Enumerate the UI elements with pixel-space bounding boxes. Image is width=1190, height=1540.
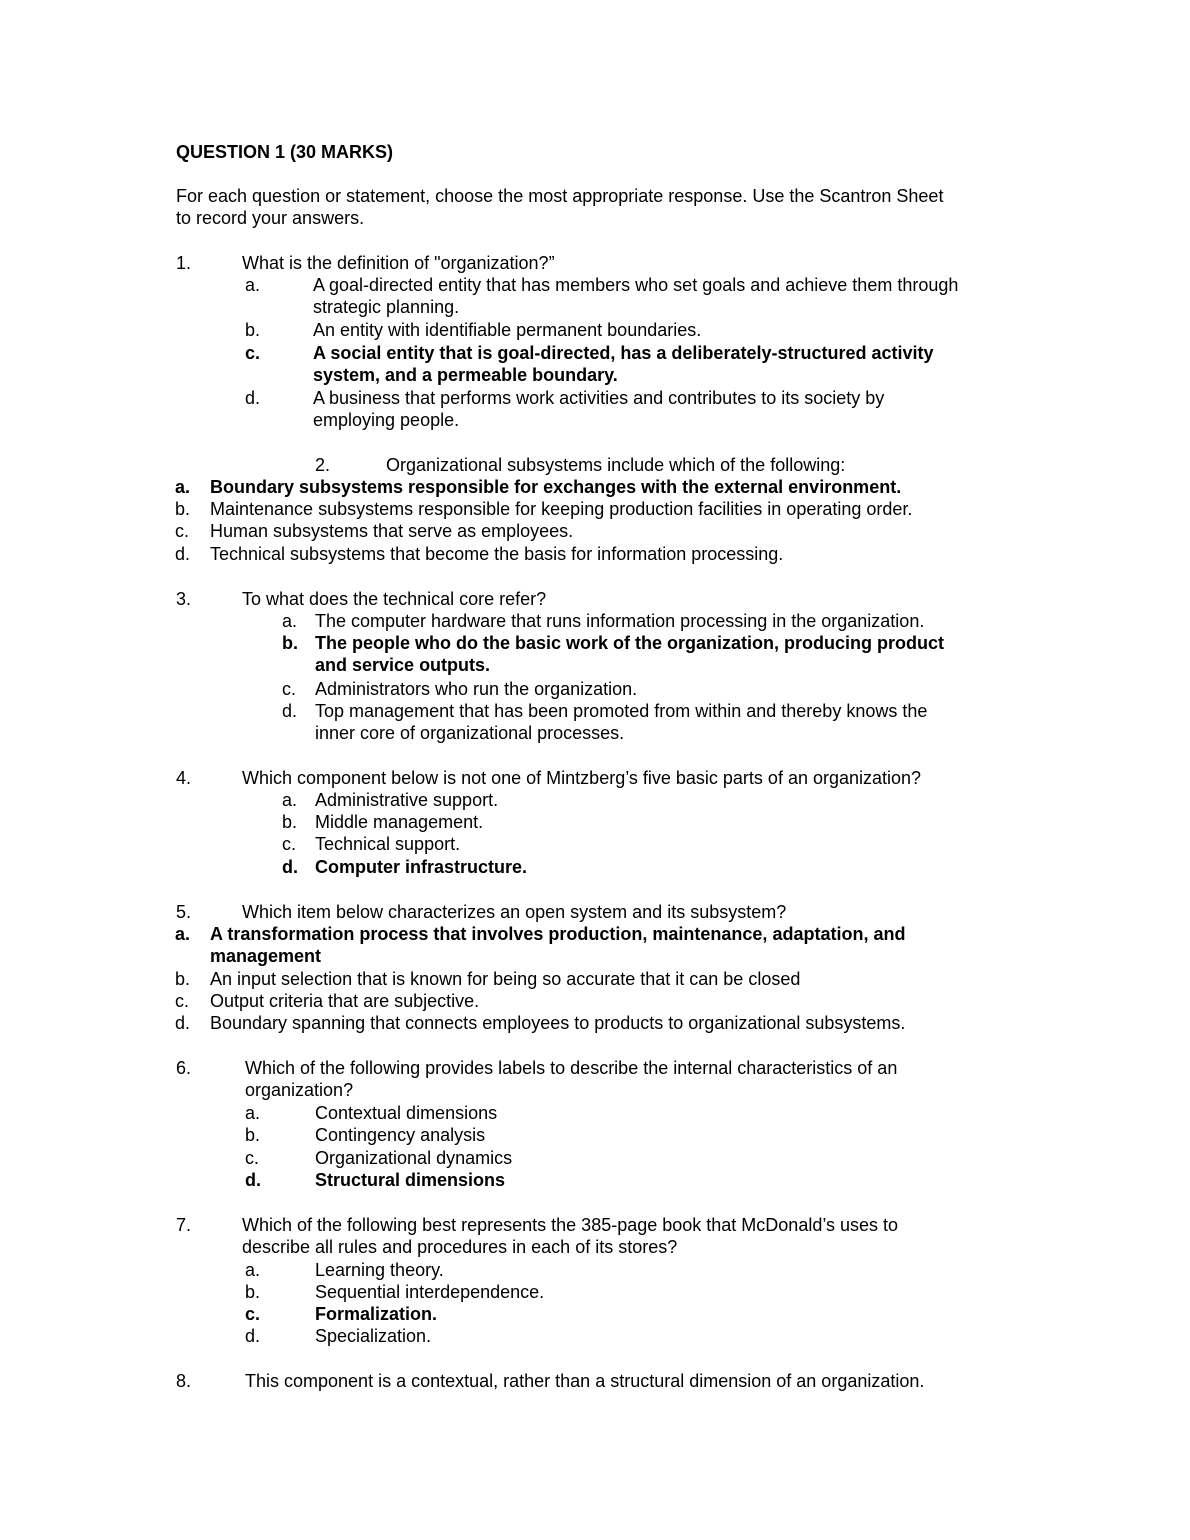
question-3-option-letter: c. [282, 679, 297, 699]
question-3-option-letter: a. [282, 611, 298, 631]
question-3-option-text: The people who do the basic work of the organization, producing product [315, 633, 945, 653]
question-2-option-text: Technical subsystems that become the basis for information processing. [210, 544, 784, 564]
page-title: QUESTION 1 (30 MARKS) [176, 142, 394, 162]
question-7-number: 7. [176, 1215, 192, 1235]
question-2-text: Organizational subsystems include which of the following: [386, 455, 846, 475]
question-1-option-text: A business that performs work activities and contributes to its society by [313, 388, 885, 408]
question-2-option-text: Boundary subsystems responsible for exchanges with the external environment. [210, 477, 902, 497]
instructions-line-1: For each question or statement, choose the most appropriate response. Use the Scantron Sheet [176, 186, 944, 206]
question-6-option-text: Organizational dynamics [315, 1148, 513, 1168]
question-7-text: Which of the following best represents the 385-page book that McDonald’s uses to [242, 1215, 899, 1235]
question-3-option-text: Top management that has been promoted from within and thereby knows the [315, 701, 928, 721]
question-1-option-letter: b. [245, 320, 261, 340]
question-2-option-letter: a. [175, 477, 191, 497]
question-4-option-letter: c. [282, 834, 297, 854]
question-7-option-letter: d. [245, 1326, 261, 1346]
question-5-option-text: Output criteria that are subjective. [210, 991, 480, 1011]
question-3-option-text: Administrators who run the organization. [315, 679, 638, 699]
question-1-number: 1. [176, 253, 192, 273]
question-5-option-text: An input selection that is known for being so accurate that it can be closed [210, 969, 801, 989]
question-4-option-text: Middle management. [315, 812, 484, 832]
question-5-option-letter: d. [175, 1013, 191, 1033]
question-6-text: Which of the following provides labels to describe the internal characteristics of an [245, 1058, 898, 1078]
question-6-option-letter: a. [245, 1103, 261, 1123]
question-6-text: organization? [245, 1080, 354, 1100]
question-5-number: 5. [176, 902, 192, 922]
question-3-option-text: inner core of organizational processes. [315, 723, 625, 743]
question-2-option-letter: c. [175, 521, 190, 541]
question-6-option-letter: d. [245, 1170, 261, 1190]
question-1-text: What is the definition of "organization?” [242, 253, 555, 273]
question-4-option-text: Administrative support. [315, 790, 499, 810]
question-2-option-letter: d. [175, 544, 191, 564]
question-1-option-letter: d. [245, 388, 261, 408]
question-4-option-letter: a. [282, 790, 298, 810]
question-1-option-text: employing people. [313, 410, 460, 430]
question-8-number: 8. [176, 1371, 192, 1391]
question-3-option-letter: d. [282, 701, 298, 721]
question-7-option-text: Sequential interdependence. [315, 1282, 545, 1302]
question-5-option-letter: b. [175, 969, 191, 989]
question-5-option-letter: c. [175, 991, 190, 1011]
question-5-option-text: Boundary spanning that connects employees to products to organizational subsystems. [210, 1013, 906, 1033]
question-7-option-letter: a. [245, 1260, 261, 1280]
question-1-option-text: An entity with identifiable permanent boundaries. [313, 320, 702, 340]
question-5-option-text: management [210, 946, 322, 966]
question-7-text: describe all rules and procedures in each of its stores? [242, 1237, 678, 1257]
question-4-option-text: Technical support. [315, 834, 461, 854]
question-1-option-letter: c. [245, 343, 261, 363]
question-6-number: 6. [176, 1058, 192, 1078]
question-4-option-text: Computer infrastructure. [315, 857, 528, 877]
question-3-text: To what does the technical core refer? [242, 589, 547, 609]
question-3-option-letter: b. [282, 633, 298, 653]
question-4-text: Which component below is not one of Mintzberg’s five basic parts of an organization? [242, 768, 922, 788]
question-7-option-letter: c. [245, 1304, 261, 1324]
question-2-option-text: Human subsystems that serve as employees. [210, 521, 574, 541]
question-5-option-text: A transformation process that involves production, maintenance, adaptation, and [210, 924, 906, 944]
question-2-option-text: Maintenance subsystems responsible for keeping production facilities in operating order. [210, 499, 913, 519]
question-4-option-letter: d. [282, 857, 298, 877]
question-6-option-text: Contextual dimensions [315, 1103, 498, 1123]
question-5-text: Which item below characterizes an open system and its subsystem? [242, 902, 787, 922]
question-1-option-letter: a. [245, 275, 261, 295]
question-7-option-text: Specialization. [315, 1326, 432, 1346]
question-8-text: This component is a contextual, rather than a structural dimension of an organization. [245, 1371, 925, 1391]
question-6-option-text: Structural dimensions [315, 1170, 506, 1190]
question-6-option-letter: b. [245, 1125, 261, 1145]
question-1-option-text: A goal-directed entity that has members who set goals and achieve them through [313, 275, 959, 295]
question-3-number: 3. [176, 589, 192, 609]
question-4-option-letter: b. [282, 812, 298, 832]
question-1-option-text: A social entity that is goal-directed, has a deliberately-structured activity [313, 343, 934, 363]
question-6-option-letter: c. [245, 1148, 260, 1168]
question-2-number: 2. [315, 455, 331, 475]
question-3-option-text: and service outputs. [315, 655, 491, 675]
question-1-option-text: strategic planning. [313, 297, 460, 317]
question-6-option-text: Contingency analysis [315, 1125, 486, 1145]
question-7-option-text: Formalization. [315, 1304, 438, 1324]
question-1-option-text: system, and a permeable boundary. [313, 365, 618, 385]
question-5-option-letter: a. [175, 924, 191, 944]
question-4-number: 4. [176, 768, 192, 788]
question-7-option-text: Learning theory. [315, 1260, 444, 1280]
question-3-option-text: The computer hardware that runs information processing in the organization. [315, 611, 925, 631]
instructions-line-2: to record your answers. [176, 208, 365, 228]
question-7-option-letter: b. [245, 1282, 261, 1302]
question-2-option-letter: b. [175, 499, 191, 519]
